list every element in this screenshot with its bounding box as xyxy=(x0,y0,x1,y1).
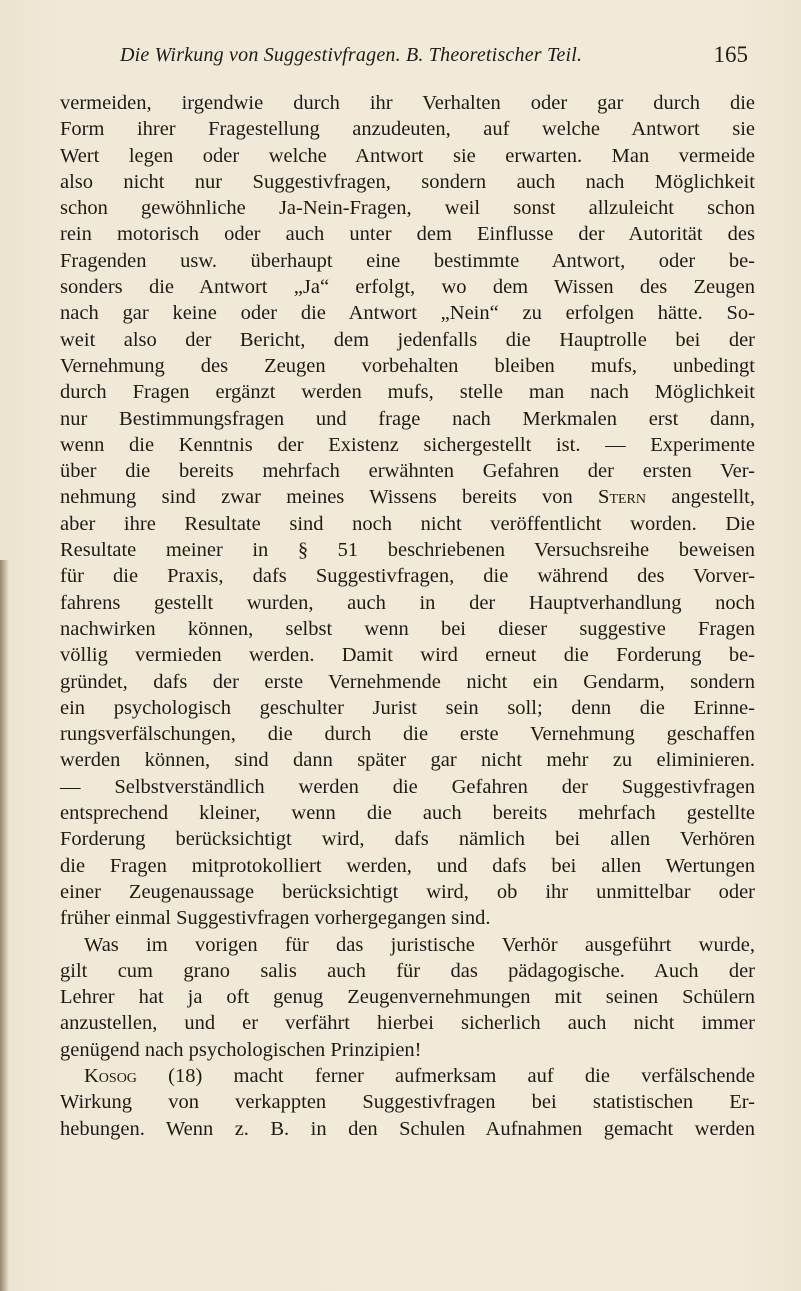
text-line: entsprechend kleiner, wenn die auch bereits mehrfach gestellte xyxy=(60,802,755,825)
running-title: Die Wirkung von Suggestivfragen. B. Theoretischer Teil. xyxy=(120,44,583,66)
text-line: für die Praxis, dafs Suggestivfragen, die während des Vorver- xyxy=(60,565,755,588)
binding-shadow xyxy=(0,560,9,1291)
text-line: Vernehmung des Zeugen vorbehalten bleiben mufs, unbedingt xyxy=(60,354,755,377)
text-line: — Selbstverständlich werden die Gefahren der Suggestivfragen xyxy=(60,775,755,798)
text-line: die Fragen mitprotokolliert werden, und dafs bei allen Wertungen xyxy=(60,854,755,877)
text-segment: angestellt, xyxy=(671,486,755,509)
text-line: einer Zeugenaussage berücksichtigt wird, ob ihr unmittelbar oder xyxy=(60,880,755,903)
text-line: vermeiden, irgendwie durch ihr Verhalten oder gar durch die xyxy=(60,92,755,114)
text-line: wenn die Kenntnis der Existenz sichergestellt ist. — Experimente xyxy=(60,433,755,456)
text-line-with-name xyxy=(60,1063,755,1089)
text-line: völlig vermieden werden. Damit wird erneut die Forderung be- xyxy=(60,644,755,667)
text-line: nachwirken können, selbst wenn bei dieser suggestive Fragen xyxy=(60,617,755,640)
text-line: genügend nach psychologischen Prinzipien! xyxy=(60,1038,422,1061)
text-line: werden können, sind dann später gar nicht mehr zu eliminieren. xyxy=(60,749,755,772)
text-line: Lehrer hat ja oft genug Zeugenvernehmungen mit seinen Schülern xyxy=(60,986,755,1009)
text-line: gründet, dafs der erste Vernehmende nicht ein Gendarm, sondern xyxy=(60,670,755,693)
text-line: anzustellen, und er verfährt hierbei sicherlich auch nicht immer xyxy=(60,1012,755,1035)
author-name-kosog: Kosog xyxy=(84,1064,137,1087)
text-line: weit also der Bericht, dem jedenfalls die Hauptrolle bei der xyxy=(60,328,755,351)
text-line: fahrens gestellt wurden, auch in der Hauptverhandlung noch xyxy=(60,591,755,614)
author-name-stern: Stern xyxy=(598,486,646,509)
text-line: ein psychologisch geschulter Jurist sein soll; denn die Erinne- xyxy=(60,696,755,719)
text-line: durch Fragen ergänzt werden mufs, stelle man nach Möglichkeit xyxy=(60,381,755,404)
text-line-with-name xyxy=(60,484,755,510)
text-line: schon gewöhnliche Ja-Nein-Fragen, weil sonst allzuleicht schon xyxy=(60,197,755,220)
text-line: Resultate meiner in § 51 beschriebenen Versuchsreihe beweisen xyxy=(60,539,755,562)
text-line: Form ihrer Fragestellung anzudeuten, auf welche Antwort sie xyxy=(60,118,755,141)
text-segment: nehmung sind zwar meines Wissens bereits von xyxy=(60,486,573,509)
text-line: Forderung berücksichtigt wird, dafs nämlich bei allen Verhören xyxy=(60,828,755,851)
text-line: Fragenden usw. überhaupt eine bestimmte Antwort, oder be- xyxy=(60,249,755,272)
body-text xyxy=(60,90,755,1142)
text-line: Wert legen oder welche Antwort sie erwarten. Man vermeide xyxy=(60,144,755,167)
text-line: rein motorisch oder auch unter dem Einflusse der Autorität des xyxy=(60,223,755,246)
text-line: gilt cum grano salis auch für das pädagogische. Auch der xyxy=(60,959,755,982)
text-line: nur Bestimmungsfragen und frage nach Merkmalen erst dann, xyxy=(60,407,755,430)
page-number: 165 xyxy=(713,42,748,67)
running-header xyxy=(120,44,748,78)
text-line: früher einmal Suggestivfragen vorhergegangen sind. xyxy=(60,907,491,930)
text-line: nach gar keine oder die Antwort „Nein“ zu erfolgen hätte. So- xyxy=(60,302,755,325)
text-line: aber ihre Resultate sind noch nicht veröffentlicht worden. Die xyxy=(60,512,755,535)
text-segment: (18) macht ferner aufmerksam auf die verfälschende xyxy=(168,1064,756,1087)
text-line: rungsverfälschungen, die durch die erste Vernehmung geschaffen xyxy=(60,723,755,746)
text-line: hebungen. Wenn z. B. in den Schulen Aufnahmen gemacht werden xyxy=(60,1117,755,1140)
text-line: sonders die Antwort „Ja“ erfolgt, wo dem Wissen des Zeugen xyxy=(60,276,755,299)
text-line: also nicht nur Suggestivfragen, sondern auch nach Möglichkeit xyxy=(60,170,755,193)
text-line: Wirkung von verkappten Suggestivfragen bei statistischen Er- xyxy=(60,1091,755,1114)
text-line: Was im vorigen für das juristische Verhör ausgeführt wurde, xyxy=(84,933,755,956)
text-line: über die bereits mehrfach erwähnten Gefahren der ersten Ver- xyxy=(60,460,755,483)
